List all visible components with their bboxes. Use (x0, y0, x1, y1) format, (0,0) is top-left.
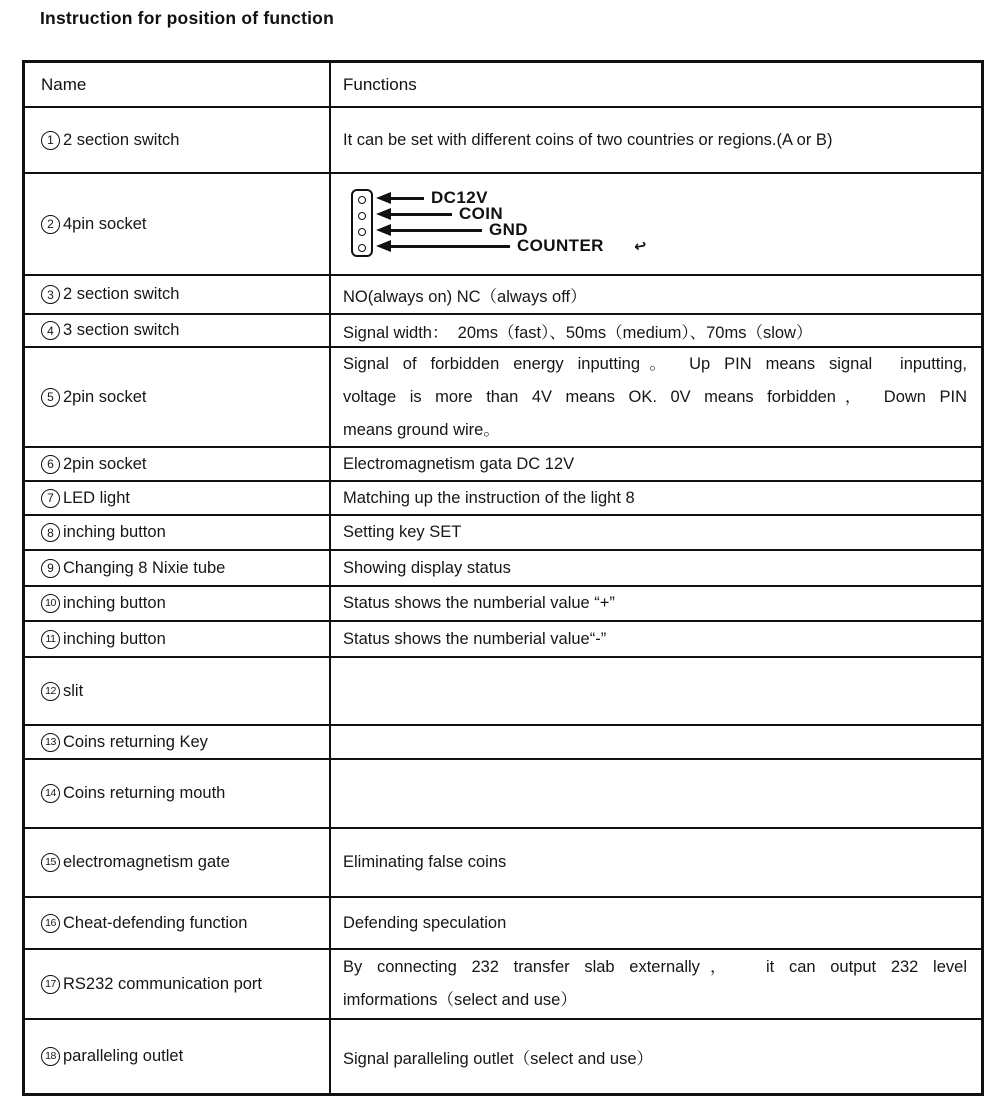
row-function: Status shows the numberial value “+” (343, 594, 615, 612)
pin-label: COIN (459, 204, 504, 223)
row-name (25, 622, 331, 656)
row-function: Electromagnetism gata DC 12V (343, 454, 575, 473)
row-name-label: inching button (63, 629, 166, 648)
row-name-label: 2 section switch (63, 130, 180, 149)
row-name (25, 726, 331, 758)
row-name (25, 174, 331, 274)
row-name-label: Coins returning mouth (63, 784, 226, 802)
function-text-line: voltage is more than 4V means OK. 0V means forbidden， Down PIN (343, 387, 967, 406)
table-row (25, 516, 981, 551)
row-name-label: inching button (63, 594, 166, 612)
circled-number: 15 (41, 853, 60, 872)
row-name-label: 2pin socket (63, 454, 147, 473)
pin-label: DC12V (431, 188, 488, 207)
row-name (25, 108, 331, 172)
row-function (331, 658, 981, 724)
row-name (25, 658, 331, 724)
pin-hole (358, 228, 366, 236)
row-name-label: 2pin socket (63, 387, 147, 406)
table-row (25, 108, 981, 174)
table-row (25, 482, 981, 516)
circled-number: 1 (41, 131, 60, 150)
circled-number: 13 (41, 733, 60, 752)
row-name-label: 4pin socket (63, 214, 147, 233)
circled-number: 12 (41, 682, 60, 701)
row-name (25, 315, 331, 346)
row-function (331, 950, 981, 1018)
row-function: Showing display status (343, 558, 511, 577)
circled-number: 8 (41, 523, 60, 542)
circled-number: 17 (41, 975, 60, 994)
row-name (25, 829, 331, 896)
pin-wire (390, 197, 424, 200)
circled-number: 2 (41, 215, 60, 234)
pin-row (376, 188, 488, 207)
table-row (25, 760, 981, 829)
pin-label: COUNTER (517, 236, 604, 255)
table-row (25, 276, 981, 315)
row-name (25, 448, 331, 480)
table-row (25, 950, 981, 1020)
row-function: Signal paralleling outlet（select and use） (343, 1049, 654, 1068)
left-arrow-icon (376, 208, 391, 220)
row-function: Signal width： 20ms（fast）、50ms（medium）、70ms（slow） (343, 323, 813, 342)
row-function: Eliminating false coins (343, 853, 507, 871)
row-name-label: paralleling outlet (63, 1047, 184, 1065)
pin-hole (358, 196, 366, 204)
row-function: Setting key SET (343, 523, 462, 541)
table-row (25, 448, 981, 482)
function-text-line: By connecting 232 transfer slab externally， it can output 232 level (343, 958, 967, 976)
circled-number: 3 (41, 285, 60, 304)
circled-number: 9 (41, 559, 60, 578)
pin-wire (390, 213, 452, 216)
row-name (25, 348, 331, 446)
row-name-label: 3 section switch (63, 321, 180, 339)
row-name (25, 898, 331, 948)
row-name-label: Cheat-defending function (63, 913, 248, 932)
pin-hole (358, 212, 366, 220)
table-row (25, 622, 981, 658)
function-text-line: means ground wire。 (343, 420, 500, 439)
pin-row (376, 220, 528, 239)
pin-hole (358, 244, 366, 252)
table-row (25, 587, 981, 622)
left-arrow-icon (376, 192, 391, 204)
column-header-functions: Functions (343, 74, 417, 94)
pin-wire (390, 245, 510, 248)
table-row (25, 898, 981, 950)
row-name-label: RS232 communication port (63, 974, 263, 993)
row-name (25, 482, 331, 514)
table-row (25, 1020, 981, 1093)
row-name-label: LED light (63, 488, 130, 507)
row-name-label: Coins returning Key (63, 732, 208, 751)
left-arrow-icon (376, 224, 391, 236)
return-arrow-icon: ↩ (632, 237, 648, 256)
table-row (25, 348, 981, 448)
row-name (25, 587, 331, 620)
socket-outline (351, 189, 373, 257)
pin-label: GND (489, 220, 528, 239)
row-name (25, 276, 331, 313)
row-name-label: electromagnetism gate (63, 853, 230, 871)
row-function (331, 174, 981, 274)
row-name-label: slit (63, 681, 84, 700)
pin-row (376, 236, 648, 256)
circled-number: 10 (41, 594, 60, 613)
circled-number: 6 (41, 455, 60, 474)
row-function (331, 760, 981, 827)
row-function: Matching up the instruction of the light 8 (343, 488, 635, 507)
row-name (25, 950, 331, 1018)
page-title: Instruction for position of function (40, 8, 334, 28)
pin-wire (390, 229, 482, 232)
row-name-label: 2 section switch (63, 285, 180, 303)
row-function (331, 726, 981, 758)
table-row (25, 315, 981, 348)
left-arrow-icon (376, 240, 391, 252)
pin-row (376, 204, 504, 223)
function-text-line: Signal of forbidden energy inputting。 Up PIN means signal inputting, (343, 354, 967, 373)
row-function: Status shows the numberial value“-” (343, 629, 607, 648)
circled-number: 5 (41, 388, 60, 407)
circled-number: 4 (41, 321, 60, 340)
row-name (25, 516, 331, 549)
table-header-row (25, 63, 981, 108)
row-name (25, 551, 331, 585)
row-name-label: inching button (63, 523, 166, 541)
table-row (25, 551, 981, 587)
circled-number: 7 (41, 489, 60, 508)
circled-number: 14 (41, 784, 60, 803)
table-row (25, 174, 981, 276)
circled-number: 18 (41, 1047, 60, 1066)
function-text-line: imformations（select and use） (343, 991, 577, 1009)
column-header-name: Name (25, 63, 331, 106)
row-name (25, 760, 331, 827)
circled-number: 16 (41, 914, 60, 933)
row-function: Defending speculation (343, 913, 507, 932)
row-function: NO(always on) NC（always off） (343, 287, 587, 306)
row-function: It can be set with different coins of two countries or regions.(A or B) (343, 130, 833, 149)
row-name-label: Changing 8 Nixie tube (63, 558, 226, 577)
table-row (25, 726, 981, 760)
table-row (25, 658, 981, 726)
4pin-socket-diagram (351, 189, 681, 259)
row-name (25, 1020, 331, 1093)
function-table (22, 60, 984, 1096)
row-function (331, 348, 981, 446)
circled-number: 11 (41, 630, 60, 649)
table-row (25, 829, 981, 898)
